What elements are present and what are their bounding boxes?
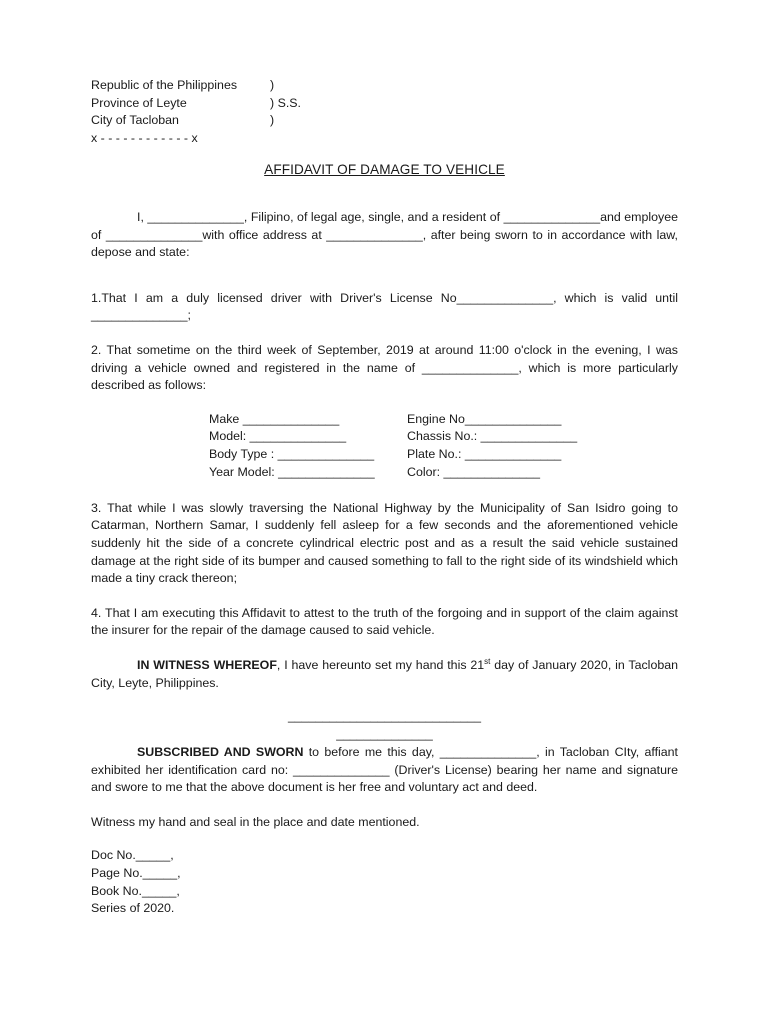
witness-heading: IN WITNESS WHEREOF — [137, 657, 277, 672]
venue-row — [91, 130, 678, 148]
vehicle-plate-no: Plate No.: ______________ — [407, 446, 562, 461]
venue-ss: ) S.S. — [270, 95, 301, 110]
witness-text: , I have hereunto set my hand this 21 — [276, 657, 485, 672]
notary-series: Series of 2020. — [91, 901, 175, 916]
subscribed-paragraph — [91, 744, 678, 797]
venue-bracket: ) — [270, 113, 275, 128]
witness-paragraph — [91, 657, 678, 692]
notary-page-no: Page No._____, — [91, 866, 181, 881]
vehicle-details — [91, 411, 678, 483]
venue-block — [91, 77, 678, 147]
affiant-signature-line: ____________________________ — [288, 709, 481, 724]
vehicle-model: Model: ______________ — [209, 429, 347, 444]
seal-statement: Witness my hand and seal in the place and date mentioned. — [91, 814, 420, 829]
paragraph-2: 2. That sometime on the third week of September, 2019 at around 11:00 o'clock in the evening, I was driving a vehicle owned and registered in the name of ______________, which is more particularly described as follows: — [91, 342, 678, 393]
venue-province: Province of Leyte — [91, 95, 187, 110]
paragraph-1: 1.That I am a duly licensed driver with Driver's License No______________, which is valid until ______________; — [91, 290, 678, 323]
venue-row — [91, 95, 678, 113]
intro-paragraph: I, ______________, Filipino, of legal age, single, and a resident of ______________and employee of ______________with office address at ______________, after being sworn to in accordance with law, depose and state: — [91, 210, 678, 260]
paragraph-4: 4. That I am executing this Affidavit to attest to the truth of the forgoing and in support of the claim against the insurer for the repair of the damage caused to said vehicle. — [91, 605, 678, 638]
venue-row — [91, 77, 678, 95]
notary-block — [91, 847, 678, 917]
venue-city: City of Tacloban — [91, 113, 179, 128]
notary-doc-no: Doc No._____, — [91, 848, 174, 863]
vehicle-year-model: Year Model: ______________ — [209, 464, 375, 479]
vehicle-body-type: Body Type : ______________ — [209, 446, 375, 461]
venue-bracket: ) — [270, 78, 275, 92]
subscribed-heading: SUBSCRIBED AND SWORN — [137, 745, 304, 760]
subscribed-text: to before me this day, ______________, in Tacloban CIty, affiant exhibited her identification card no: ______________ (Driver's License) bearing her name and signature and swore to me that the above document is her free and voluntary act and deed. — [91, 745, 678, 795]
vehicle-make: Make ______________ — [209, 411, 340, 426]
affidavit-page — [91, 77, 678, 918]
vehicle-chassis-no: Chassis No.: ______________ — [407, 429, 578, 444]
vehicle-engine-no: Engine No______________ — [407, 411, 562, 426]
venue-republic: Republic of the Philippines — [91, 78, 238, 92]
paragraph-3: 3. That while I was slowly traversing the National Highway by the Municipality of San Isidro going to Catarman, Northern Samar, I suddenly fell asleep for a few seconds and the aforementioned vehicle suddenly hit the side of a concrete cylindrical electric post and as a result the said vehicle sustained damage at the right side of its bumper and caused something to fall to the right side of its windshield which made a tiny crack thereon; — [91, 500, 678, 586]
vehicle-color: Color: ______________ — [407, 464, 540, 479]
witness-text-end: day of January 2020, in Tacloban City, Leyte, Philippines. — [91, 657, 679, 690]
venue-separator: x - - - - - - - - - - - - x — [91, 130, 198, 145]
venue-row — [91, 112, 678, 130]
affiant-name-line: ______________ — [336, 727, 433, 742]
witness-ordinal: st — [484, 656, 491, 666]
document-title: AFFIDAVIT OF DAMAGE TO VEHICLE — [264, 162, 505, 177]
notary-book-no: Book No._____, — [91, 883, 180, 898]
